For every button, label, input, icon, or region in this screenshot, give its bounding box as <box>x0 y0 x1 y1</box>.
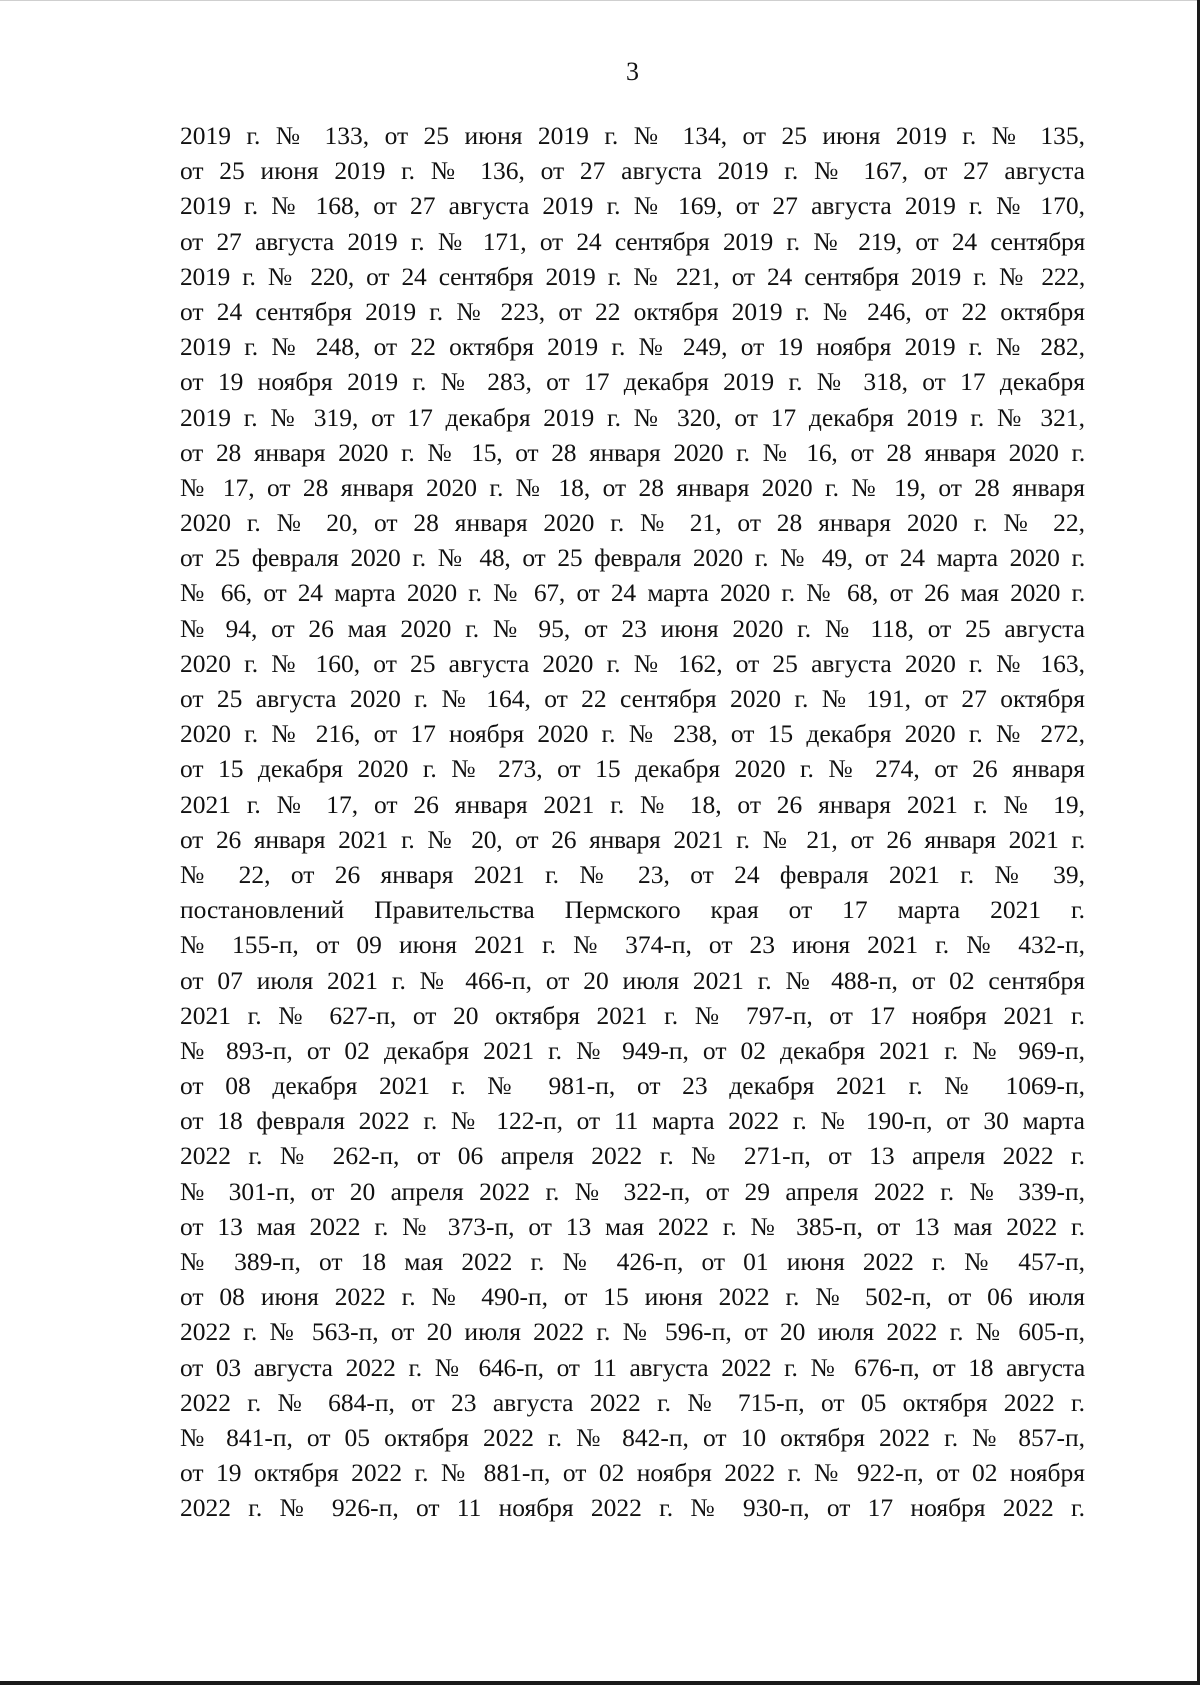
text-line: № 841-п, от 05 октября 2022 г. № 842-п, от 10 октября 2022 г. № 857-п, <box>180 1422 1085 1452</box>
text-line: № 301-п, от 20 апреля 2022 г. № 322-п, от 29 апреля 2022 г. № 339-п, <box>180 1176 1085 1206</box>
text-line: от 15 декабря 2020 г. № 273, от 15 декабря 2020 г. № 274, от 26 января <box>180 754 1085 784</box>
text-line: № 66, от 24 марта 2020 г. № 67, от 24 марта 2020 г. № 68, от 26 мая 2020 г. <box>180 578 1085 608</box>
text-line: 2022 г. № 262-п, от 06 апреля 2022 г. № 271-п, от 13 апреля 2022 г. <box>180 1141 1085 1171</box>
text-line: 2021 г. № 627-п, от 20 октября 2021 г. № 797-п, от 17 ноября 2021 г. <box>180 1000 1085 1030</box>
text-line: № 893-п, от 02 декабря 2021 г. № 949-п, от 02 декабря 2021 г. № 969-п, <box>180 1035 1085 1065</box>
text-line: 2020 г. № 20, от 28 января 2020 г. № 21, от 28 января 2020 г. № 22, <box>180 508 1085 538</box>
text-line: № 22, от 26 января 2021 г. № 23, от 24 февраля 2021 г. № 39, <box>180 859 1085 889</box>
scan-edge-bottom <box>0 1681 1200 1685</box>
text-line: постановлений Правительства Пермского края от 17 марта 2021 г. <box>180 895 1085 925</box>
text-line: от 19 ноября 2019 г. № 283, от 17 декабря 2019 г. № 318, от 17 декабря <box>180 367 1085 397</box>
text-line: от 26 января 2021 г. № 20, от 26 января 2021 г. № 21, от 26 января 2021 г. <box>180 824 1085 854</box>
scan-edge-top <box>0 0 1200 1</box>
text-line: от 08 июня 2022 г. № 490-п, от 15 июня 2022 г. № 502-п, от 06 июля <box>180 1282 1085 1312</box>
text-line: от 25 февраля 2020 г. № 48, от 25 февраля 2020 г. № 49, от 24 марта 2020 г. <box>180 543 1085 573</box>
text-line: 2019 г. № 248, от 22 октября 2019 г. № 249, от 19 ноября 2019 г. № 282, <box>180 332 1085 362</box>
text-line: 2019 г. № 168, от 27 августа 2019 г. № 169, от 27 августа 2019 г. № 170, <box>180 191 1085 221</box>
text-line: № 389-п, от 18 мая 2022 г. № 426-п, от 01 июня 2022 г. № 457-п, <box>180 1247 1085 1276</box>
text-line: от 25 августа 2020 г. № 164, от 22 сентября 2020 г. № 191, от 27 октября <box>180 684 1085 713</box>
text-line: от 13 мая 2022 г. № 373-п, от 13 мая 2022 г. № 385-п, от 13 мая 2022 г. <box>180 1211 1085 1241</box>
text-line: 2019 г. № 133, от 25 июня 2019 г. № 134, от 25 июня 2019 г. № 135, <box>180 121 1085 150</box>
text-line: от 03 августа 2022 г. № 646-п, от 11 августа 2022 г. № 676-п, от 18 августа <box>180 1352 1085 1382</box>
page-number: 3 <box>626 57 639 86</box>
text-line: 2022 г. № 926-п, от 11 ноября 2022 г. № 930-п, от 17 ноября 2022 г. <box>180 1493 1085 1523</box>
text-line: от 28 января 2020 г. № 15, от 28 января 2020 г. № 16, от 28 января 2020 г. <box>180 437 1085 467</box>
text-line: от 07 июля 2021 г. № 466-п, от 20 июля 2021 г. № 488-п, от 02 сентября <box>180 965 1085 995</box>
text-line: 2019 г. № 319, от 17 декабря 2019 г. № 320, от 17 декабря 2019 г. № 321, <box>180 402 1085 432</box>
text-line: от 18 февраля 2022 г. № 122-п, от 11 марта 2022 г. № 190-п, от 30 марта <box>180 1106 1085 1136</box>
text-line: 2022 г. № 684-п, от 23 августа 2022 г. № 715-п, от 05 октября 2022 г. <box>180 1387 1085 1417</box>
text-line: № 94, от 26 мая 2020 г. № 95, от 23 июня 2020 г. № 118, от 25 августа <box>180 613 1085 643</box>
text-line: от 19 октября 2022 г. № 881-п, от 02 ноября 2022 г. № 922-п, от 02 ноября <box>180 1458 1085 1488</box>
text-line: от 08 декабря 2021 г. № 981-п, от 23 декабря 2021 г. № 1069-п, <box>180 1071 1085 1101</box>
text-line: 2020 г. № 216, от 17 ноября 2020 г. № 238, от 15 декабря 2020 г. № 272, <box>180 719 1085 749</box>
text-line: № 17, от 28 января 2020 г. № 18, от 28 января 2020 г. № 19, от 28 января <box>180 472 1085 502</box>
text-line: 2020 г. № 160, от 25 августа 2020 г. № 162, от 25 августа 2020 г. № 163, <box>180 648 1085 678</box>
text-line: 2021 г. № 17, от 26 января 2021 г. № 18, от 26 января 2021 г. № 19, <box>180 789 1085 819</box>
text-line: от 27 августа 2019 г. № 171, от 24 сентября 2019 г. № 219, от 24 сентября <box>180 226 1085 256</box>
text-line: № 155-п, от 09 июня 2021 г. № 374-п, от 23 июня 2021 г. № 432-п, <box>180 930 1085 960</box>
text-line: 2022 г. № 563-п, от 20 июля 2022 г. № 596-п, от 20 июля 2022 г. № 605-п, <box>180 1317 1085 1347</box>
text-line: от 25 июня 2019 г. № 136, от 27 августа 2019 г. № 167, от 27 августа <box>180 156 1085 186</box>
text-line: 2019 г. № 220, от 24 сентября 2019 г. № 221, от 24 сентября 2019 г. № 222, <box>180 261 1085 291</box>
text-line: от 24 сентября 2019 г. № 223, от 22 октября 2019 г. № 246, от 22 октября <box>180 296 1085 326</box>
body-text <box>180 118 1085 1526</box>
